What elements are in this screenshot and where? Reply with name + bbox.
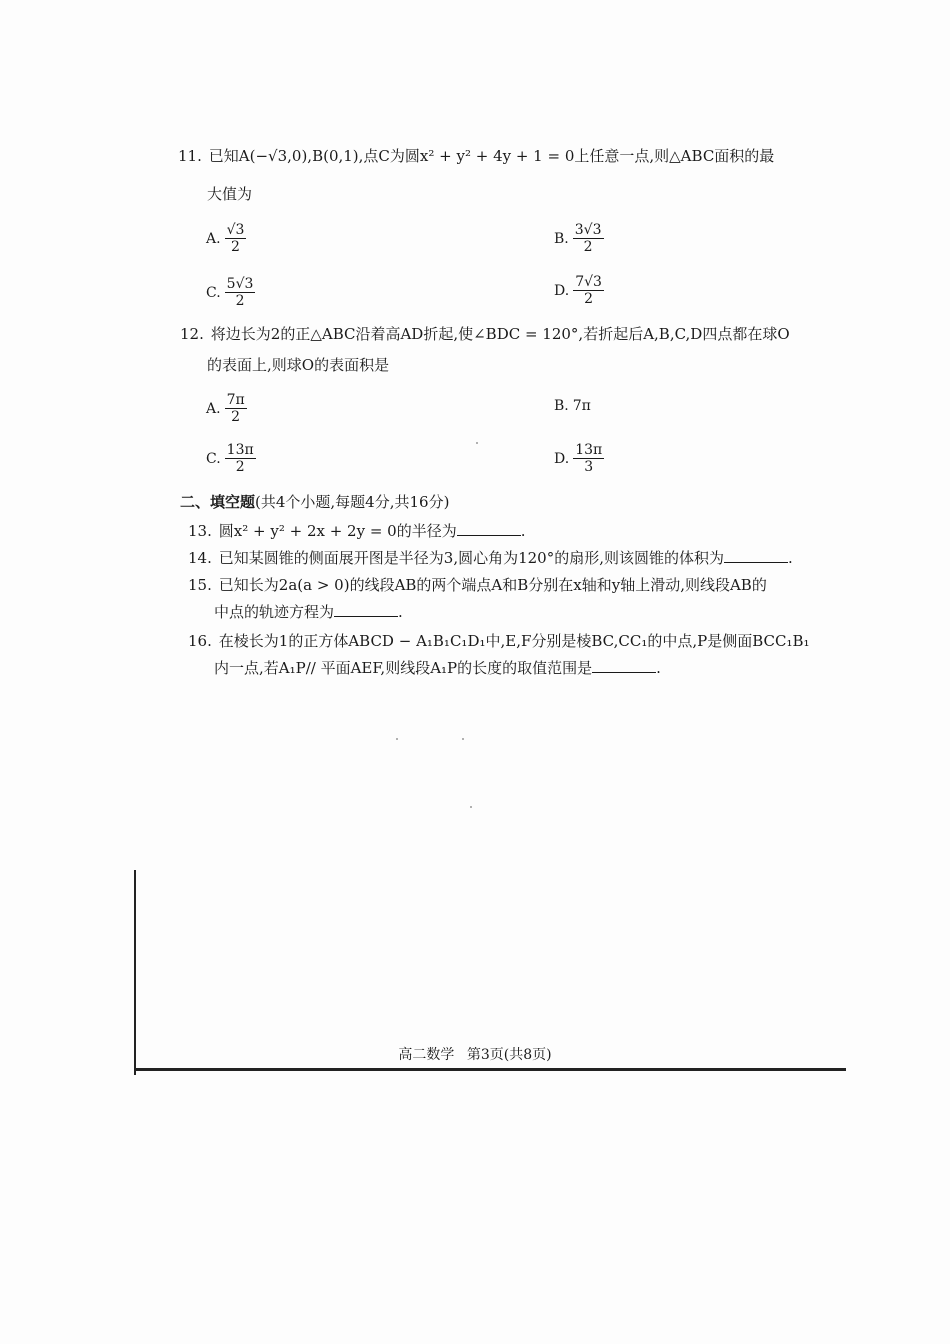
fraction: $\frac{13\pi}{3}$ (575, 442, 603, 475)
scan-speck (470, 806, 472, 808)
q12-line1: 12. 将边长为2的正△ABC沿着高AD折起,使∠BDC = 120°,若折起后A,B,C,D四点都在球O (180, 325, 790, 343)
page-footer: 高二数学 第3页(共8页) (398, 1047, 552, 1063)
q12-line2: 的表面上,则球O的表面积是 (207, 356, 390, 374)
q12-option-d: D. $\frac{13\pi}{3}$ (554, 442, 603, 475)
q11-option-a: A. $\frac{√3}{2}$ (206, 222, 245, 255)
scan-speck (476, 442, 478, 444)
frame-bottom-border (134, 1068, 846, 1071)
q14: 14. 已知某圆锥的侧面展开图是半径为3,圆心角为120°的扇形,则该圆锥的体积为 . (188, 549, 793, 567)
answer-blank (724, 548, 788, 563)
q11-option-d: D. $\frac{7√3}{2}$ (554, 274, 602, 307)
q12-option-c: C. $\frac{13\pi}{2}$ (206, 442, 254, 475)
q15-line2: 中点的轨迹方程为 . (214, 603, 403, 621)
scan-speck (462, 738, 464, 740)
fraction: $\frac{√3}{2}$ (226, 222, 245, 255)
q11-line1: 11. 已知A(−√3,0),B(0,1),点C为圆x² + y² + 4y + 1 = 0上任意一点,则△ABC面积的最 (178, 147, 775, 165)
fraction: $\frac{3√3}{2}$ (574, 222, 602, 255)
q11-line2: 大值为 (207, 185, 253, 203)
fraction: $\frac{13\pi}{2}$ (226, 442, 254, 475)
fraction: $\frac{5√3}{2}$ (226, 276, 254, 309)
fraction: $\frac{7√3}{2}$ (575, 274, 602, 307)
scan-speck (396, 738, 398, 740)
q15-line1: 15. 已知长为2a(a > 0)的线段AB的两个端点A和B分别在x轴和y轴上滑动,则线段AB的 (188, 576, 767, 594)
q16-line1: 16. 在棱长为1的正方体ABCD − A₁B₁C₁D₁中,E,F分别是棱BC,CC₁的中点,P是侧面BCC₁B₁ (188, 632, 810, 650)
q11-option-b: B. $\frac{3√3}{2}$ (554, 222, 602, 255)
answer-blank (457, 521, 521, 536)
q11-option-c: C. $\frac{5√3}{2}$ (206, 276, 254, 309)
fraction: $\frac{7\pi}{2}$ (226, 392, 245, 425)
q13: 13. 圆x² + y² + 2x + 2y = 0的半径为 . (188, 522, 526, 540)
section-heading: 二、填空题(共4个小题,每题4分,共16分) (180, 493, 450, 511)
q12-option-a: A. $\frac{7\pi}{2}$ (206, 392, 245, 425)
q12-option-b: B. 7π (554, 398, 591, 414)
answer-blank (334, 602, 398, 617)
q16-line2: 内一点,若A₁P// 平面AEF,则线段A₁P的长度的取值范围是 . (214, 659, 661, 677)
answer-blank (592, 658, 656, 673)
